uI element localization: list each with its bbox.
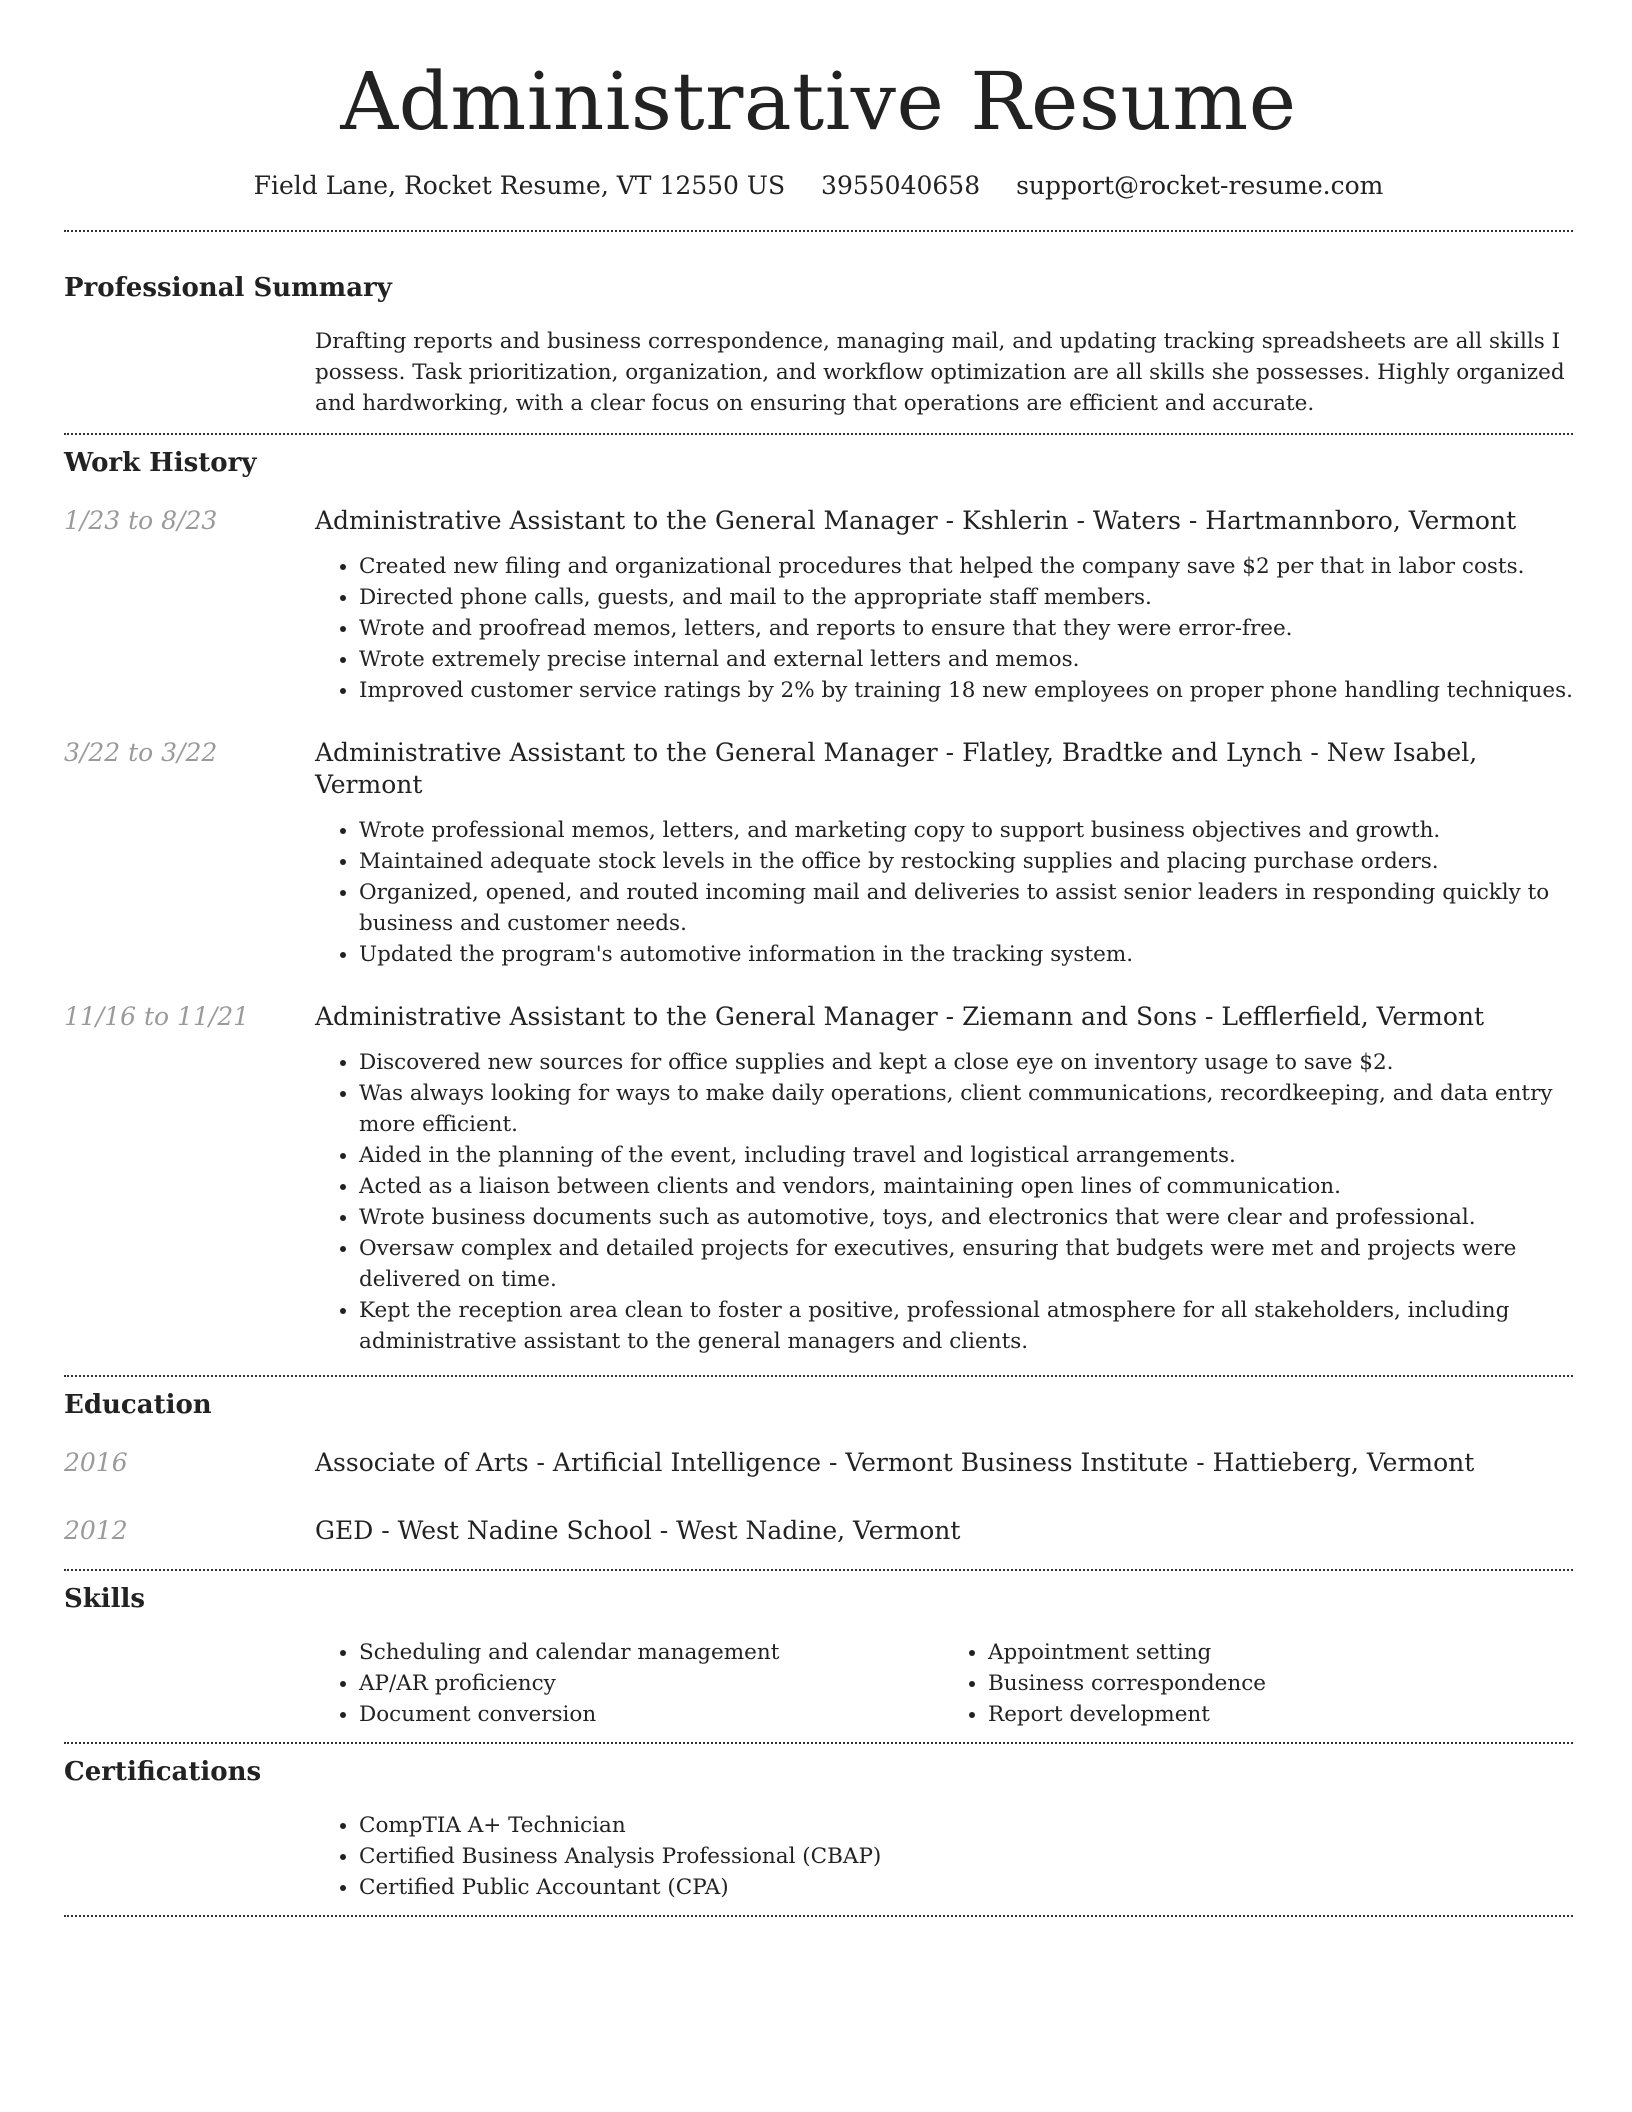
certifications-list-wrap (315, 1810, 1573, 1903)
job-body (315, 505, 1573, 706)
list-item: • Kept the reception area clean to foster a positive, professional atmosphere for all stakeholders, including administrative assistant to the general managers and clients. (359, 1295, 1573, 1357)
list-item: • Wrote and proofread memos, letters, and reports to ensure that they were error-free. (359, 613, 1573, 644)
list-item: • Business correspondence (988, 1668, 1573, 1699)
list-item: • Directed phone calls, guests, and mail to the appropriate staff members. (359, 582, 1573, 613)
job-date: 11/16 to 11/21 (64, 1002, 250, 1031)
education-body (315, 1515, 1573, 1547)
job-date: 1/23 to 8/23 (64, 506, 218, 535)
job-bullets (315, 815, 1573, 970)
list-item: • Updated the program's automotive information in the tracking system. (359, 939, 1573, 970)
section-title-certifications: Certifications (64, 1757, 262, 1787)
list-item: • CompTIA A+ Technician (359, 1810, 1573, 1841)
list-item: • Appointment setting (988, 1637, 1573, 1668)
section-title-summary: Professional Summary (64, 273, 392, 303)
list-item: • Scheduling and calendar management (359, 1637, 944, 1668)
divider (64, 1569, 1573, 1571)
list-item: • AP/AR proficiency (359, 1668, 944, 1699)
section-title-skills: Skills (64, 1584, 146, 1614)
list-item: • Created new filing and organizational procedures that helped the company save $2 per that in labor costs. (359, 551, 1573, 582)
skills-grid (315, 1637, 1573, 1730)
education-title: Associate of Arts - Artificial Intelligence - Vermont Business Institute - Hattieberg, Vermont (315, 1448, 1475, 1477)
list-item: • Wrote professional memos, letters, and marketing copy to support business objectives and growth. (359, 815, 1573, 846)
job-body (315, 737, 1573, 970)
job-bullets (315, 1047, 1573, 1357)
list-item: • Oversaw complex and detailed projects for executives, ensuring that budgets were met and projects were delivered on time. (359, 1233, 1573, 1295)
list-item: • Organized, opened, and routed incoming mail and deliveries to assist senior leaders in responding quickly to business and customer needs. (359, 877, 1573, 939)
list-item: • Wrote business documents such as automotive, toys, and electronics that were clear and professional. (359, 1202, 1573, 1233)
section-title-work-history: Work History (64, 448, 257, 478)
job-date: 3/22 to 3/22 (64, 738, 218, 767)
resume-name: Administrative Resume (340, 55, 1297, 148)
list-item: • Certified Business Analysis Professional (CBAP) (359, 1841, 1573, 1872)
list-item: • Acted as a liaison between clients and vendors, maintaining open lines of communication. (359, 1171, 1573, 1202)
job-entry (64, 1001, 1573, 1357)
job-title: Administrative Assistant to the General Manager - Flatley, Bradtke and Lynch - New Isabel, Vermont (315, 738, 1478, 799)
list-item: • Aided in the planning of the event, including travel and logistical arrangements. (359, 1140, 1573, 1171)
divider (64, 1915, 1573, 1917)
certifications-section (64, 1756, 1573, 1903)
education-body (315, 1447, 1573, 1479)
list-item: • Document conversion (359, 1699, 944, 1730)
divider (64, 1375, 1573, 1377)
education-date: 2016 (64, 1448, 128, 1477)
education-entry (64, 1515, 1573, 1547)
summary-text: Drafting reports and business correspondence, managing mail, and updating tracking spreadsheets are all skills I possess. Task prioritization, organization, and workflow optimization are all skills she possesses. Highly organized and hardworking, with a clear focus on ensuring that operations are efficient and accurate. (315, 329, 1565, 416)
list-item: • Report development (988, 1699, 1573, 1730)
contact-email: support@rocket-resume.com (1016, 171, 1384, 200)
list-item: • Discovered new sources for office supplies and kept a close eye on inventory usage to save $2. (359, 1047, 1573, 1078)
contact-line (64, 170, 1573, 202)
skills-list-left (315, 1637, 944, 1730)
job-entry (64, 505, 1573, 706)
contact-address: Field Lane, Rocket Resume, VT 12550 US (253, 171, 786, 200)
divider (64, 1742, 1573, 1744)
job-title: Administrative Assistant to the General Manager - Kshlerin - Waters - Hartmannboro, Vermont (315, 506, 1517, 535)
resume-page (64, 0, 1573, 1917)
job-body (315, 1001, 1573, 1357)
summary-section (64, 272, 1573, 419)
certifications-list (315, 1810, 1573, 1903)
education-section (64, 1389, 1573, 1547)
job-entry (64, 737, 1573, 970)
list-item: • Maintained adequate stock levels in the office by restocking supplies and placing purchase orders. (359, 846, 1573, 877)
divider (64, 433, 1573, 435)
job-bullets (315, 551, 1573, 706)
work-history-section (64, 447, 1573, 1357)
skills-section (64, 1583, 1573, 1730)
education-title: GED - West Nadine School - West Nadine, Vermont (315, 1516, 961, 1545)
list-item: • Improved customer service ratings by 2% by training 18 new employees on proper phone handling techniques. (359, 675, 1573, 706)
list-item: • Was always looking for ways to make daily operations, client communications, recordkeeping, and data entry more efficient. (359, 1078, 1573, 1140)
section-title-education: Education (64, 1390, 212, 1420)
divider (64, 230, 1573, 232)
list-item: • Wrote extremely precise internal and external letters and memos. (359, 644, 1573, 675)
contact-phone: 3955040658 (821, 171, 981, 200)
education-entry (64, 1447, 1573, 1479)
list-item: • Certified Public Accountant (CPA) (359, 1872, 1573, 1903)
skills-list-right (944, 1637, 1573, 1730)
education-date: 2012 (64, 1516, 128, 1545)
job-title: Administrative Assistant to the General Manager - Ziemann and Sons - Lefflerfield, Vermont (315, 1002, 1485, 1031)
